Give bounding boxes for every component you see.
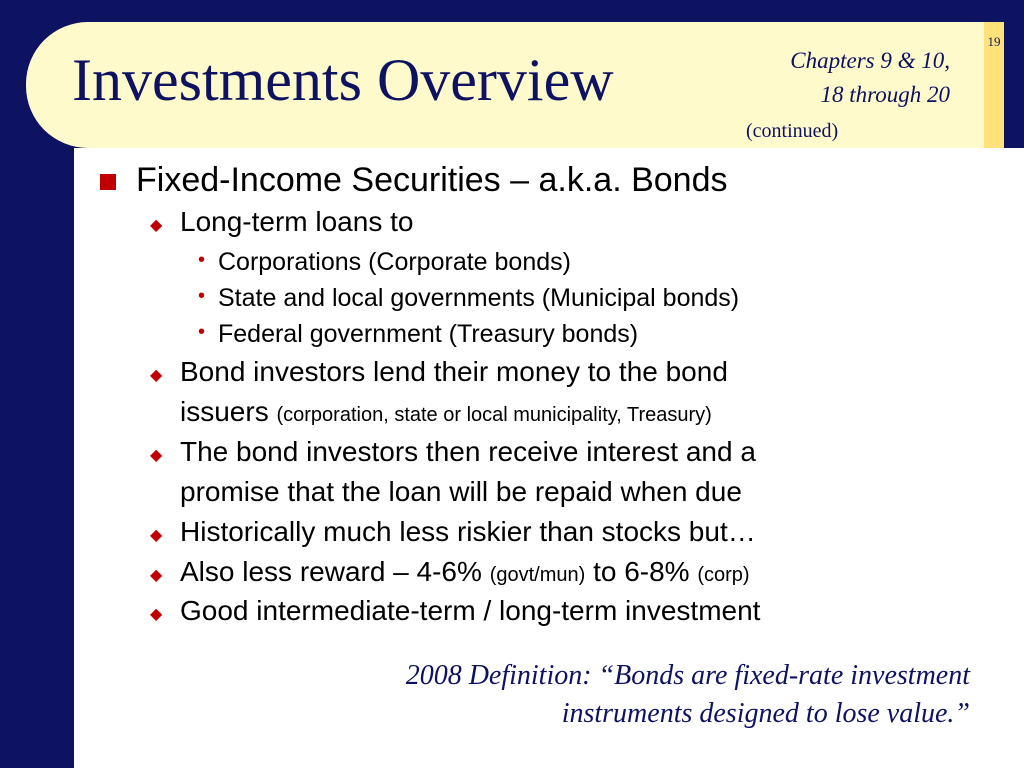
definition-line-2: instruments designed to lose value.” [561,698,970,729]
definition-line-1: 2008 Definition: “Bonds are fixed-rate investment [405,660,970,691]
slide-number: 19 [987,34,1001,49]
dot-bullet-icon: • [198,285,206,307]
bullet-lend-line-2 [180,396,712,428]
definition-quote [200,657,970,733]
chapters-reference [700,44,950,112]
bullet-reward [180,556,750,588]
dot-bullet-icon: • [198,249,206,271]
diamond-bullet-icon: ◆ [150,447,163,464]
chapters-line-1: Chapters 9 & 10, [790,48,950,73]
bullet-fixed-income: Fixed-Income Securities – a.k.a. Bonds [136,161,728,199]
reward-text-d: (corp) [697,564,750,586]
slide-title: Investments Overview [72,47,614,113]
lend-issuers-text: issuers [180,396,269,427]
diamond-bullet-icon: ◆ [150,367,163,384]
chapters-line-2: 18 through 20 [820,82,950,107]
diamond-bullet-icon: ◆ [150,217,163,234]
diamond-bullet-icon: ◆ [150,606,163,623]
lend-issuers-note: (corporation, state or local municipality, Treasury) [276,404,712,426]
square-bullet-icon [100,174,116,190]
bullet-interest-line-2: promise that the loan will be repaid when due [180,476,742,507]
bullet-state-local: State and local governments (Municipal bonds) [218,284,740,312]
bullet-good-investment: Good intermediate-term / long-term investment [180,595,761,626]
bullet-federal: Federal government (Treasury bonds) [218,320,639,348]
reward-text-a: Also less reward – 4-6% [180,556,482,587]
bullet-corporations: Corporations (Corporate bonds) [218,248,571,276]
continued-label: (continued) [746,120,839,142]
bullet-lend-line-1: Bond investors lend their money to the bond [180,356,728,387]
diamond-bullet-icon: ◆ [150,567,163,584]
diamond-bullet-icon: ◆ [150,527,163,544]
bullet-interest-line-1: The bond investors then receive interest and a [180,436,756,467]
dot-bullet-icon: • [198,321,206,343]
reward-text-c: to 6-8% [593,556,690,587]
reward-text-b: (govt/mun) [489,564,586,586]
bullet-long-term-loans: Long-term loans to [180,206,414,237]
bullet-historically: Historically much less riskier than stocks but… [180,516,756,547]
